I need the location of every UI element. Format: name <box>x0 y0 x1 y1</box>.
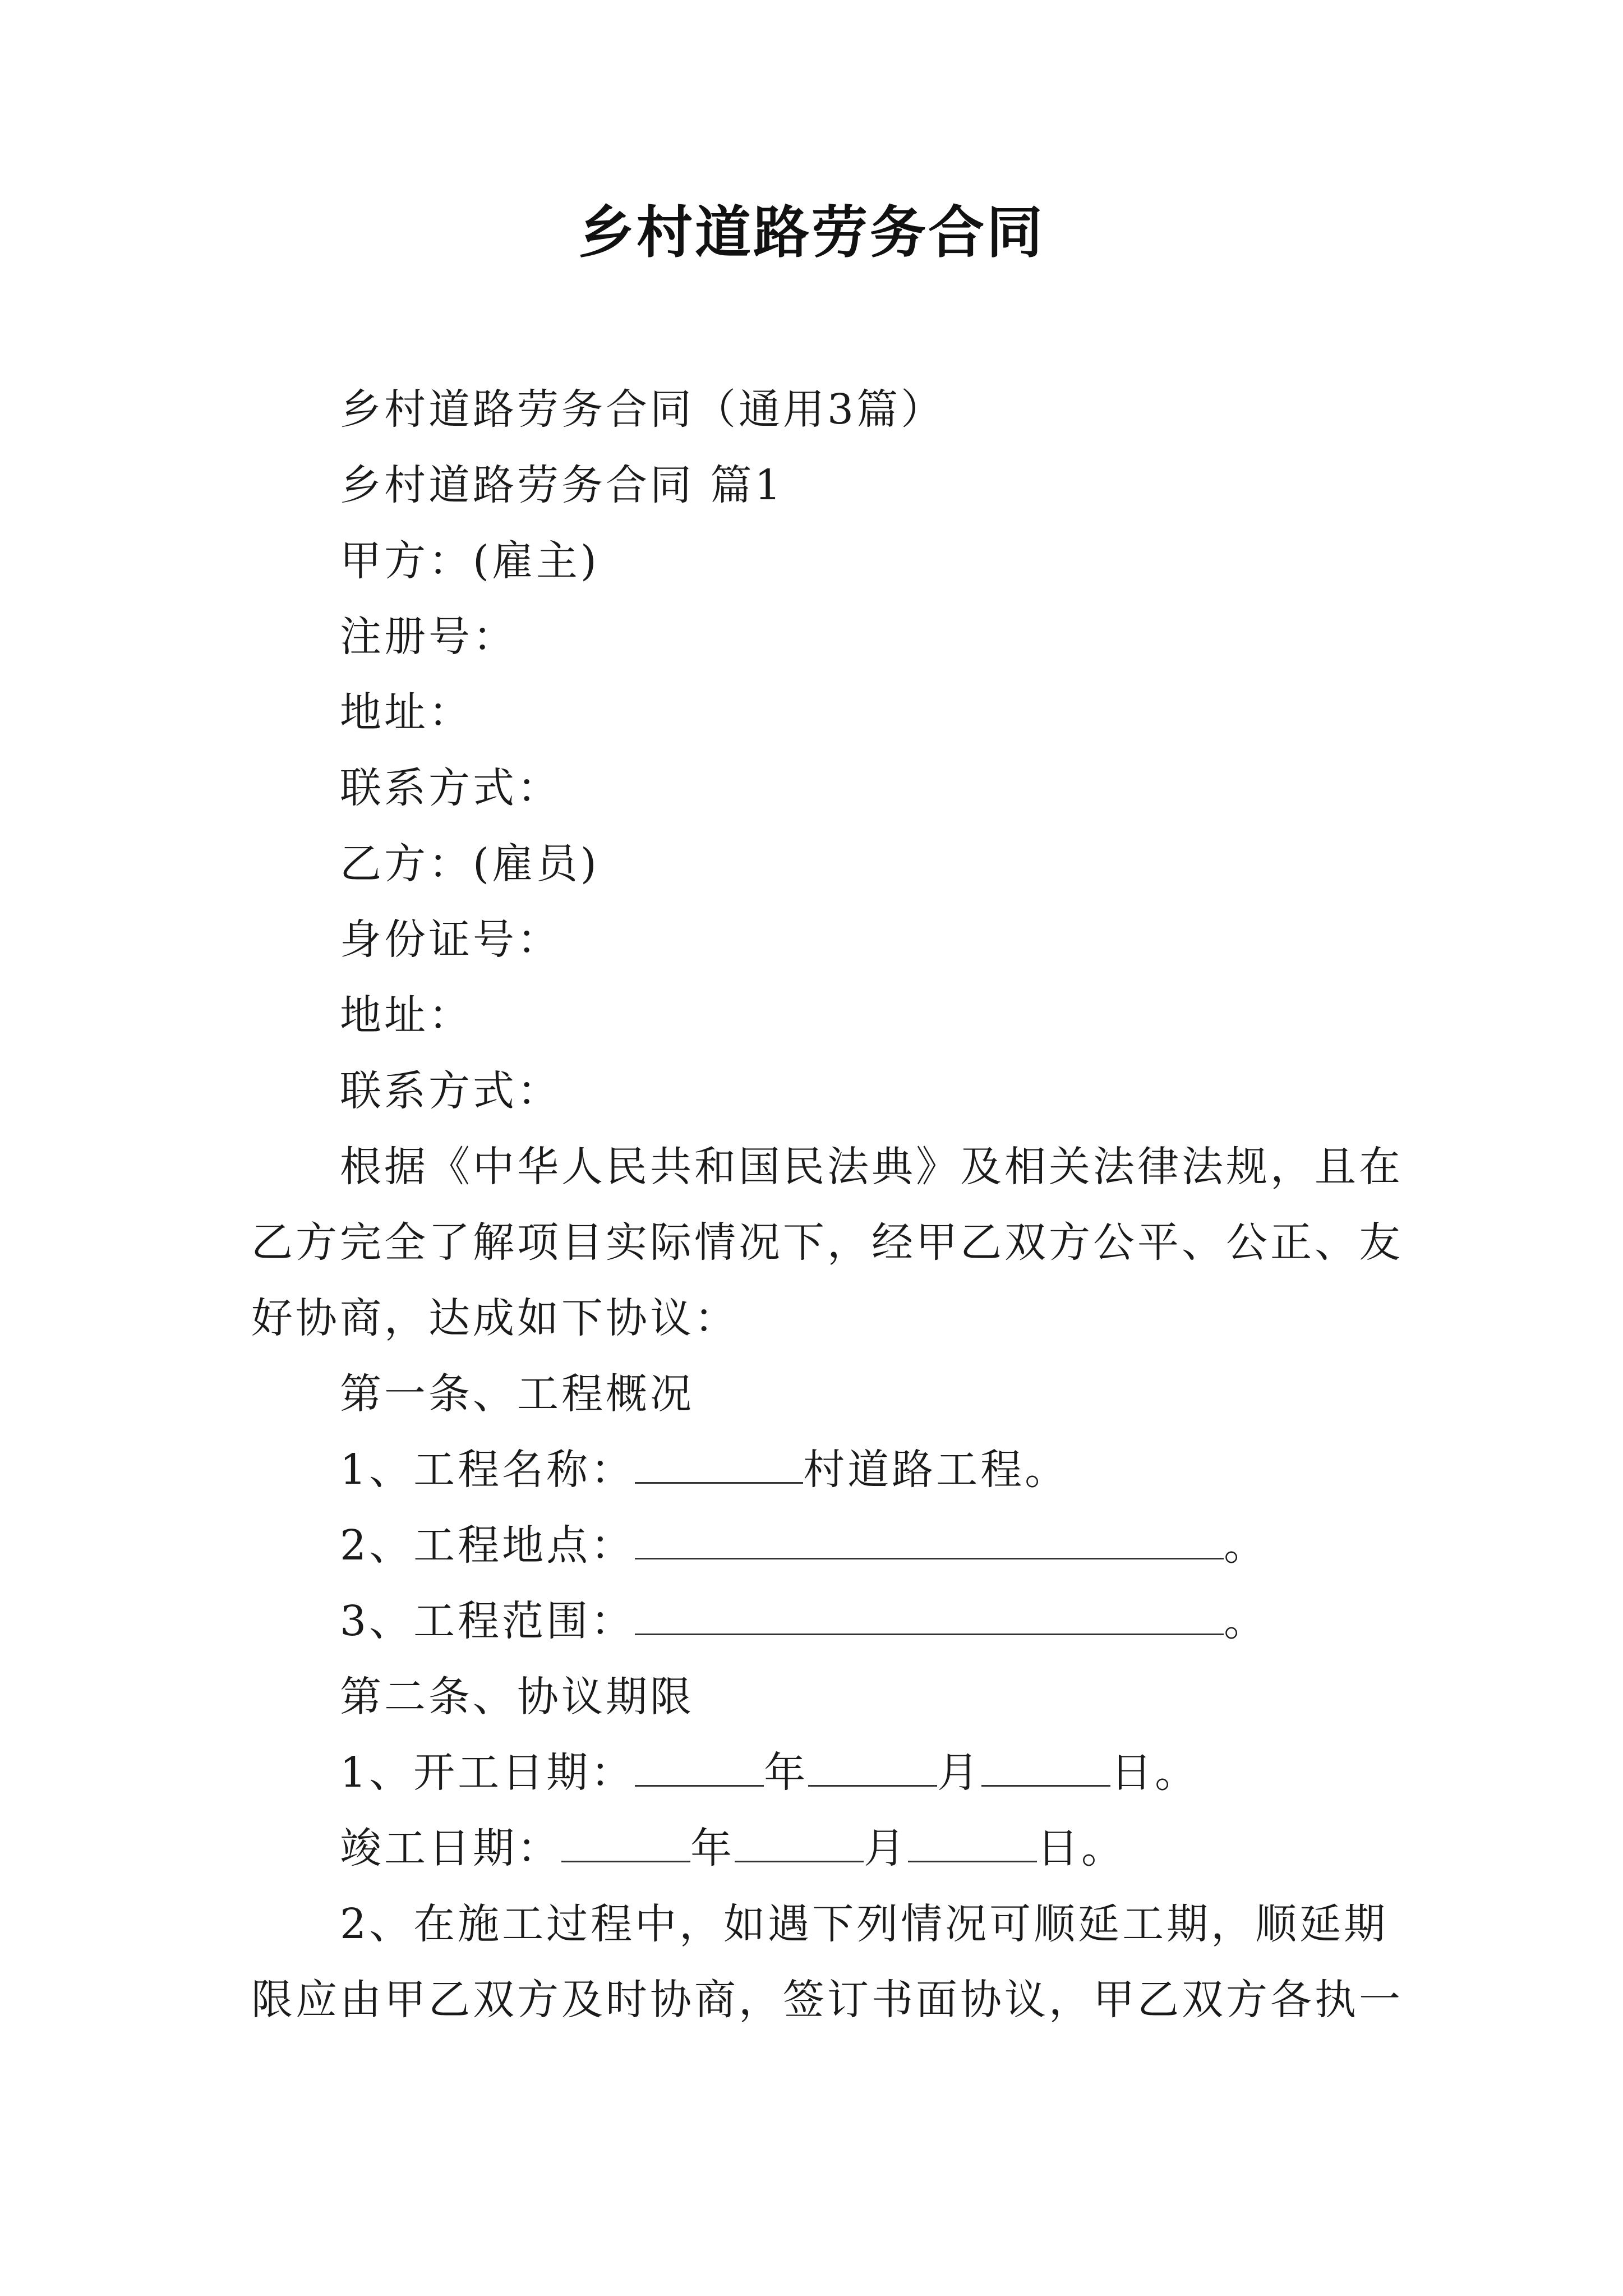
end-year-blank <box>561 1821 690 1862</box>
project-scope-blank <box>635 1594 1224 1635</box>
party-b-id-label: 身份证号： <box>340 915 561 964</box>
document-title: 乡村道路劳务合同 <box>578 200 1045 265</box>
day-unit: 日。 <box>1110 1749 1200 1797</box>
start-day-blank <box>981 1746 1110 1787</box>
day-unit: 日。 <box>1037 1824 1126 1872</box>
section-heading: 乡村道路劳务合同 篇1 <box>340 461 784 509</box>
party-a-address-label: 地址： <box>340 688 473 737</box>
preamble-line: 根据《中华人民共和国民法典》及相关法律法规，且在 <box>340 1143 1403 1191</box>
project-location-label: 2、工程地点： <box>340 1521 635 1570</box>
end-day-blank <box>908 1821 1037 1862</box>
article1-heading: 第一条、工程概况 <box>340 1370 694 1418</box>
party-a-registration-label: 注册号： <box>340 613 517 661</box>
party-a-label: 甲方：(雇主) <box>340 537 600 585</box>
start-date-line <box>340 1745 1199 1801</box>
project-name-suffix: 村道路工程。 <box>803 1446 1069 1494</box>
party-b-contact-label: 联系方式： <box>340 1067 561 1115</box>
month-unit: 月 <box>864 1824 908 1872</box>
party-b-address-label: 地址： <box>340 991 473 1039</box>
project-name-label: 1、工程名称： <box>340 1446 635 1494</box>
project-location-line <box>340 1517 1268 1573</box>
clause2-line: 限应由甲乙双方及时协商，签订书面协议，甲乙双方各执一 <box>251 1976 1403 2024</box>
project-name-line <box>340 1442 1069 1498</box>
month-unit: 月 <box>937 1749 982 1797</box>
article2-heading: 第二条、协议期限 <box>340 1673 694 1721</box>
project-scope-line <box>340 1593 1268 1649</box>
start-month-blank <box>808 1746 937 1787</box>
end-month-blank <box>735 1821 864 1862</box>
project-location-suffix: 。 <box>1224 1521 1269 1570</box>
project-location-blank <box>635 1519 1224 1559</box>
year-unit: 年 <box>690 1824 735 1872</box>
preamble-line: 乙方完全了解项目实际情况下，经甲乙双方公平、公正、友 <box>251 1218 1403 1267</box>
document-subtitle: 乡村道路劳务合同（通用3篇） <box>340 385 946 434</box>
project-name-blank <box>635 1443 803 1484</box>
start-year-blank <box>635 1746 764 1787</box>
end-date-line <box>340 1820 1126 1876</box>
preamble-line: 好协商，达成如下协议： <box>251 1294 739 1342</box>
party-b-label: 乙方：(雇员) <box>340 840 600 888</box>
start-date-label: 1、开工日期： <box>340 1749 635 1797</box>
end-date-label: 竣工日期： <box>340 1824 561 1872</box>
year-unit: 年 <box>764 1749 809 1797</box>
project-scope-label: 3、工程范围： <box>340 1597 635 1645</box>
project-scope-suffix: 。 <box>1224 1597 1269 1645</box>
clause2-line: 2、在施工过程中，如遇下列情况可顺延工期，顺延期 <box>340 1900 1389 1948</box>
party-a-contact-label: 联系方式： <box>340 764 561 812</box>
